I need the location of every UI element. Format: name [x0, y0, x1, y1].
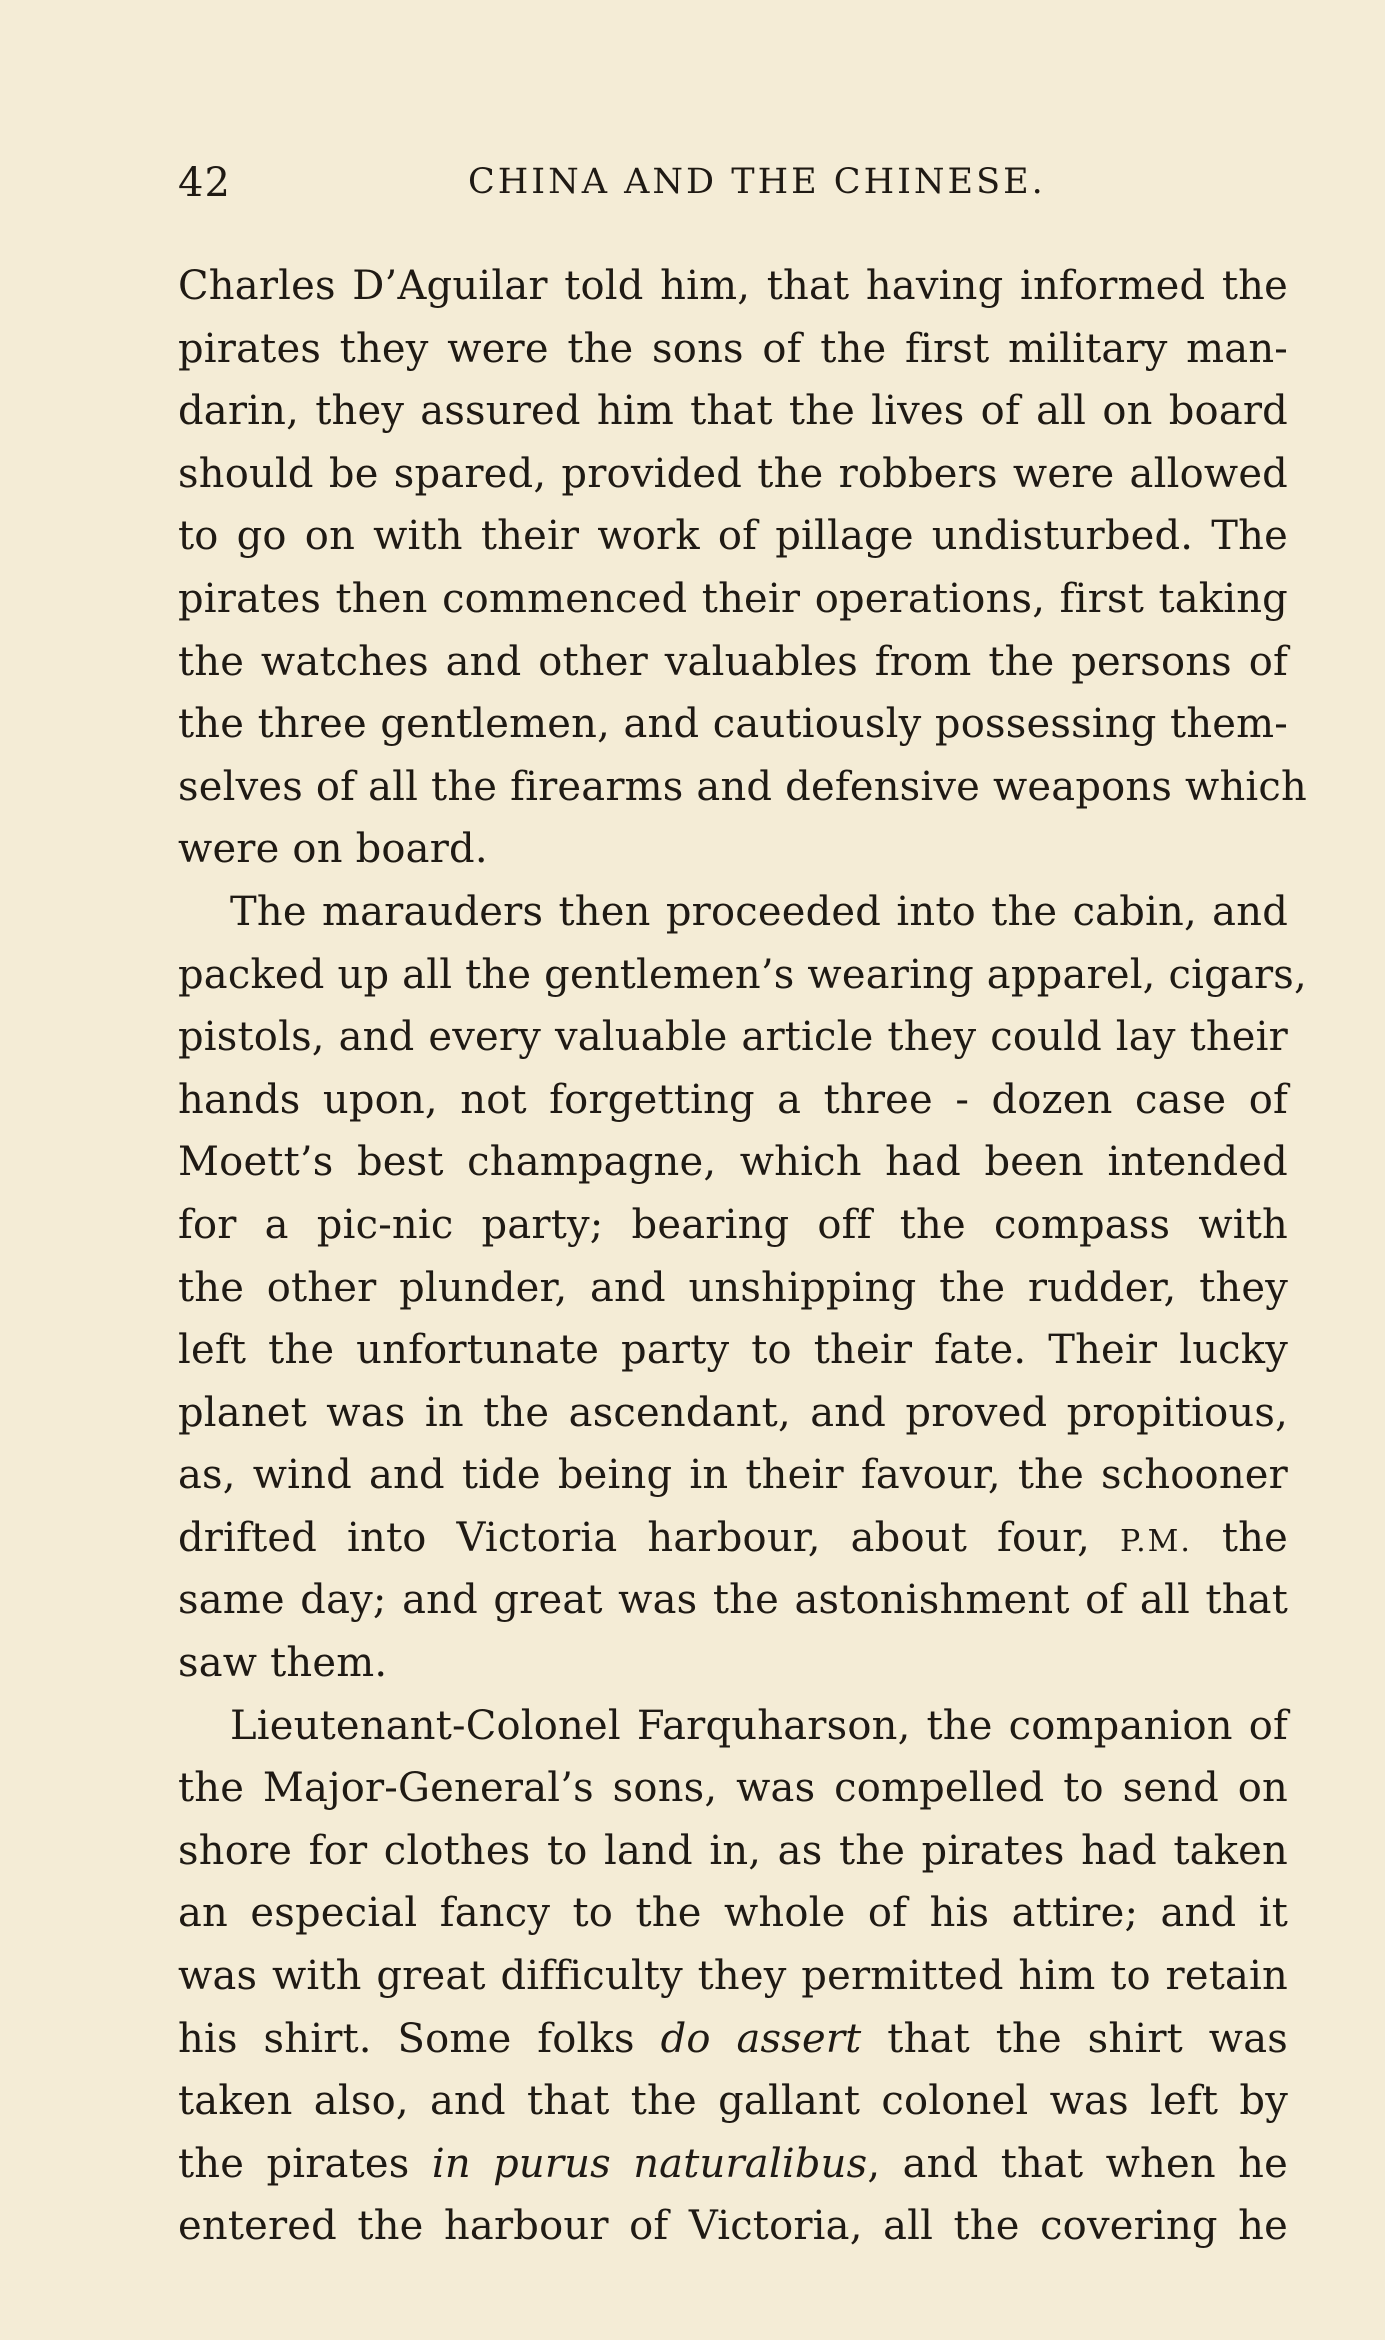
text-line: Moett’s best champagne, which had been intended	[178, 1139, 1288, 1186]
text-line: packed up all the gentlemen’s wearing apparel, cigars,	[178, 951, 1307, 998]
text-line: for a pic-nic party; bearing off the compass with	[178, 1201, 1288, 1248]
italic-text: do assert	[660, 2015, 862, 2062]
text-segment: that the shirt was	[861, 2015, 1288, 2062]
text-line: an especial fancy to the whole of his attire; and it	[178, 1890, 1288, 1937]
running-title: CHINA AND THE CHINESE.	[468, 162, 1046, 202]
page-header	[178, 160, 1288, 210]
text-segment: the pirates	[178, 2140, 432, 2187]
text-line: same day; and great was the astonishment of all that	[178, 1577, 1288, 1624]
text-line	[178, 2133, 1288, 2196]
text-line: left the unfortunate party to their fate. Their lucky	[178, 1327, 1288, 1374]
text-line: entered the harbour of Victoria, all the covering he	[178, 2203, 1288, 2250]
page-number: 42	[178, 160, 231, 206]
text-segment: his shirt. Some folks	[178, 2015, 661, 2062]
text-line: taken also, and that the gallant colonel was left by	[178, 2078, 1288, 2125]
text-line: hands upon, not forgetting a three - dozen case of	[178, 1076, 1288, 1123]
text-line: the watches and other valuables from the persons of	[178, 638, 1288, 685]
smallcaps-text: P.M.	[1120, 1523, 1192, 1559]
text-line: the three gentlemen, and cautiously possessing them-	[178, 701, 1288, 748]
text-line: the Major-General’s sons, was compelled to send on	[178, 1765, 1288, 1812]
text-line: planet was in the ascendant, and proved propitious,	[178, 1389, 1288, 1436]
text-line: were on board.	[178, 826, 488, 873]
text-line	[178, 2008, 1288, 2071]
text-line: pistols, and every valuable article they could lay their	[178, 1014, 1288, 1061]
text-line: as, wind and tide being in their favour, the schooner	[178, 1452, 1288, 1499]
paragraph-start-line: The marauders then proceeded into the cabin, and	[230, 888, 1288, 935]
text-line: should be spared, provided the robbers were allowed	[178, 450, 1288, 497]
text-line: saw them.	[178, 1640, 388, 1687]
text-segment: drifted into Victoria harbour, about four,	[178, 1514, 1121, 1561]
text-line: shore for clothes to land in, as the pirates had taken	[178, 1827, 1288, 1874]
text-line	[178, 1507, 1288, 1570]
text-line: selves of all the firearms and defensive weapons which	[178, 763, 1307, 810]
text-line: was with great difficulty they permitted him to retain	[178, 1953, 1288, 2000]
text-line: the other plunder, and unshipping the rudder, they	[178, 1264, 1288, 1311]
text-line: Charles D’Aguilar told him, that having informed the	[178, 263, 1288, 309]
text-segment: the	[1191, 1514, 1289, 1561]
paragraph-start-line: Lieutenant-Colonel Farquharson, the companion of	[230, 1702, 1288, 1749]
text-line: pirates then commenced their operations, first taking	[178, 575, 1288, 622]
body-text	[178, 255, 1307, 2258]
text-line: to go on with their work of pillage undisturbed. The	[178, 513, 1288, 560]
text-line: pirates they were the sons of the first military man-	[178, 325, 1288, 372]
text-line: darin, they assured him that the lives of all on board	[178, 388, 1288, 435]
italic-text: in purus naturalibus	[431, 2140, 868, 2187]
text-segment: , and that when he	[867, 2140, 1289, 2187]
